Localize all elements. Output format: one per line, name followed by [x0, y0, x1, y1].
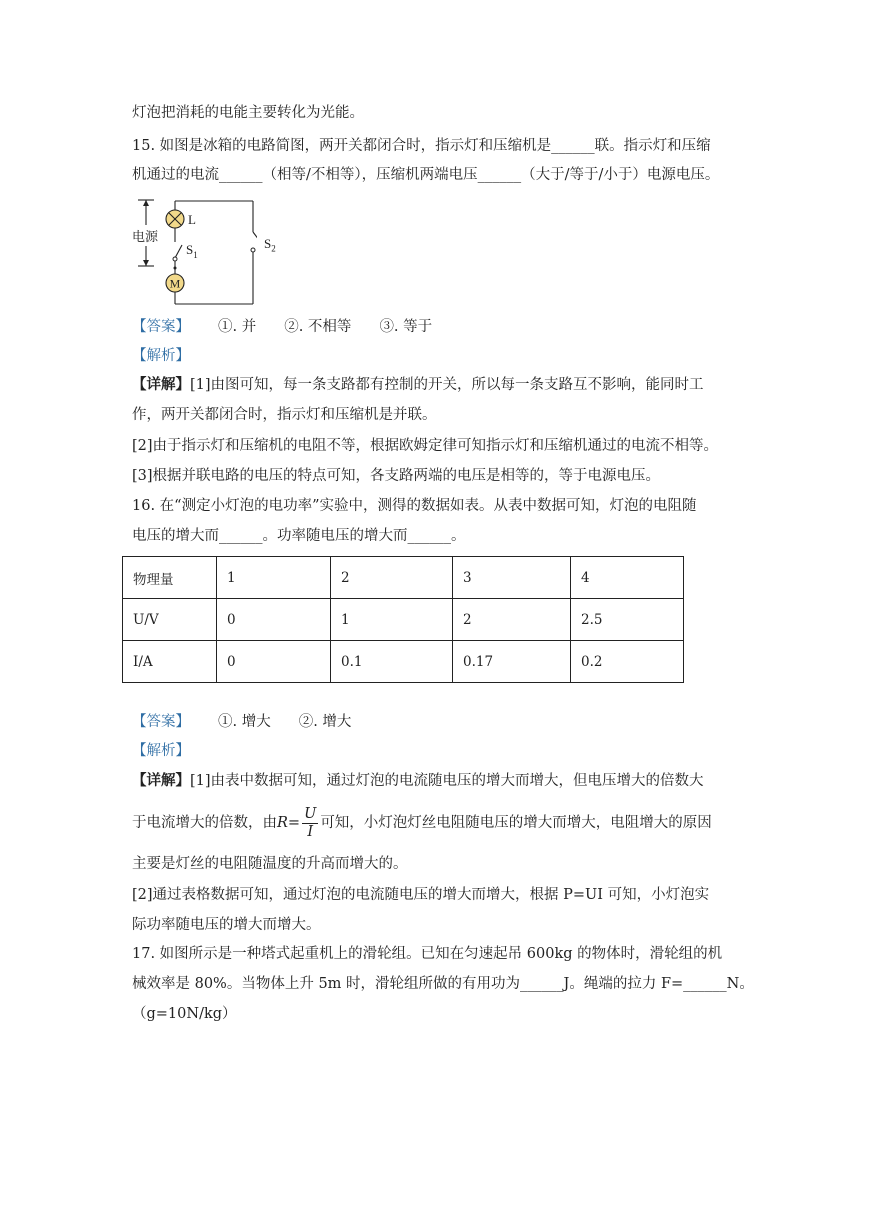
answer-item: ②. 不相等 — [284, 319, 352, 335]
lamp-symbol — [166, 210, 184, 228]
table-cell: 1 — [331, 599, 453, 641]
s2-label: S — [264, 236, 272, 251]
detail-text: [1]由表中数据可知，通过灯泡的电流随电压的增大而增大，但电压增大的倍数大 — [190, 773, 704, 789]
data-table — [122, 556, 684, 683]
analysis-label: 【解析】 — [132, 348, 190, 364]
svg-text:S1 — [186, 242, 198, 260]
motor-label: M — [169, 276, 181, 291]
lamp-label: L — [188, 212, 196, 227]
analysis-label: 【解析】 — [132, 743, 190, 759]
answer-label: 【答案】 — [132, 319, 190, 335]
answer-item: ③. 等于 — [379, 319, 433, 335]
table-row — [123, 557, 684, 599]
table-cell: 物理量 — [123, 557, 217, 599]
table-cell: 2.5 — [571, 599, 684, 641]
text-line: 灯泡把消耗的电能主要转化为光能。 — [132, 105, 364, 121]
question-15-cont: 机通过的电流______（相等/不相等），压缩机两端电压______（大于/等于/小于）电源电压。 — [132, 167, 720, 183]
table-cell: I/A — [123, 641, 217, 683]
fraction-u-over-i — [302, 806, 318, 841]
circuit-diagram — [132, 196, 257, 308]
table-cell: 3 — [453, 557, 571, 599]
s1-label: S — [186, 242, 194, 257]
table-cell: 0.1 — [331, 641, 453, 683]
s2-subscript: 2 — [271, 243, 276, 254]
table-cell: 0.17 — [453, 641, 571, 683]
answer-label: 【答案】 — [132, 714, 190, 730]
question-15: 15. 如图是冰箱的电路简图，两开关都闭合时，指示灯和压缩机是______联。指示灯和压缩 — [132, 138, 711, 154]
fraction-numerator: U — [304, 805, 317, 822]
table-cell: 1 — [217, 557, 331, 599]
formula-r: R= — [277, 815, 301, 831]
source-label: 电源 — [132, 229, 159, 244]
detail-16-c: 主要是灯丝的电阻随温度的升高而增大的。 — [132, 856, 408, 872]
detail-label: 【详解】 — [132, 376, 190, 393]
detail-15-b: 作，两开关都闭合时，指示灯和压缩机是并联。 — [132, 407, 437, 423]
table-cell: 0.2 — [571, 641, 684, 683]
table-cell: 2 — [453, 599, 571, 641]
detail-16-e: 际功率随电压的增大而增大。 — [132, 917, 321, 933]
detail-16-a — [132, 772, 704, 790]
table-cell: 0 — [217, 641, 331, 683]
question-16-cont: 电压的增大而______。功率随电压的增大而______。 — [132, 528, 466, 544]
detail-15-c: [2]由于指示灯和压缩机的电阻不等，根据欧姆定律可知指示灯和压缩机通过的电流不相等。 — [132, 438, 719, 454]
table-cell: 0 — [217, 599, 331, 641]
detail-label: 【详解】 — [132, 772, 190, 789]
table-cell: 4 — [571, 557, 684, 599]
motor-symbol — [166, 274, 184, 292]
detail-text: [1]由图可知，每一条支路都有控制的开关，所以每一条支路互不影响，能同时工 — [190, 377, 704, 393]
table-cell: U/V — [123, 599, 217, 641]
detail-text: 可知，小灯泡灯丝电阻随电压的增大而增大，电阻增大的原因 — [320, 815, 712, 831]
question-17-given: （g=10N/kg） — [132, 1006, 237, 1022]
s1-subscript: 1 — [193, 250, 198, 260]
table-row — [123, 599, 684, 641]
table-row — [123, 641, 684, 683]
answer-item: ①. 增大 — [218, 714, 271, 730]
question-16: 16. 在“测定小灯泡的电功率”实验中，测得的数据如表。从表中数据可知，灯泡的电阻随 — [132, 498, 697, 514]
answer-item: ②. 增大 — [298, 714, 352, 730]
answer-16 — [132, 713, 351, 731]
detail-16-b — [132, 805, 712, 841]
detail-15-a — [132, 376, 704, 394]
detail-15-d: [3]根据并联电路的电压的特点可知，各支路两端的电压是相等的，等于电源电压。 — [132, 468, 661, 484]
s2-label-group — [264, 236, 276, 254]
table-cell: 2 — [331, 557, 453, 599]
question-17: 17. 如图所示是一种塔式起重机上的滑轮组。已知在匀速起吊 600kg 的物体时，滑轮组的机 — [132, 946, 723, 962]
fraction-denominator: I — [307, 823, 314, 840]
question-17-cont: 械效率是 80%。当物体上升 5m 时，滑轮组所做的有用功为______J。绳端的拉力 F=______N。 — [132, 976, 754, 992]
detail-16-d: [2]通过表格数据可知，通过灯泡的电流随电压的增大而增大，根据 P=UI 可知，小灯泡实 — [132, 887, 710, 903]
answer-item: ①. 并 — [218, 319, 257, 335]
detail-text: 于电流增大的倍数，由 — [132, 815, 277, 831]
answer-15 — [132, 318, 432, 336]
